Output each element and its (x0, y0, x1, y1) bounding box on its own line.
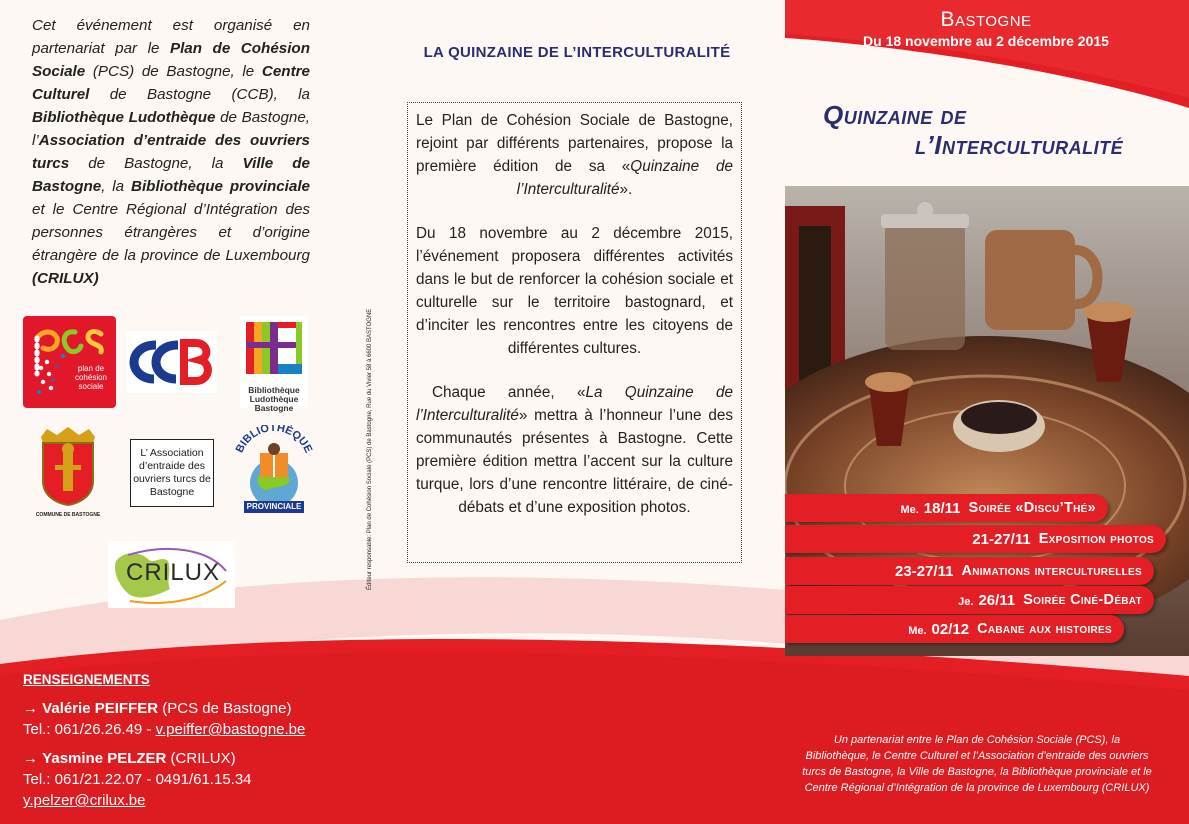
association-entraide-label: L’ Association d’entraide des ouvriers turcs de Bastogne (133, 447, 211, 498)
event-item (785, 586, 1154, 614)
event-dates: Du 18 novembre au 2 décembre 2015 (863, 33, 1109, 49)
bibliotheque-provinciale-logo (230, 425, 318, 518)
main-title-line-2: l’Interculturalité (915, 130, 1124, 160)
event-title: Soirée «Discu’Thé» (968, 500, 1096, 516)
commune-bastogne-logo (33, 425, 103, 517)
crilux-logo (108, 541, 235, 608)
event-title: Cabane aux histoires (977, 621, 1112, 637)
description-paragraph-3: Chaque année, «La Quinzaine de l’Interculturalité» mettra à l’honneur l’une des communautés présentes à Bastogne. Cette première édition mettra l’accent sur la culture turque, lors d’une rencontre littéraire, de ciné-débats et d’une exposition photos. (416, 384, 733, 516)
event-title: Exposition photos (1038, 531, 1154, 547)
bibliotheque-provinciale-top-label: BIBLIOTHÈQUE (233, 425, 315, 455)
event-title: Soirée Ciné-Débat (1023, 592, 1142, 608)
event-date: 23-27/11 (895, 562, 954, 580)
event-date: Me. 02/12 (908, 620, 970, 638)
commune-bastogne-label: COMMUNE DE BASTOGNE (35, 512, 101, 518)
partner-name: Ville de Bastogne (32, 155, 310, 195)
event-day: Me. (908, 624, 927, 637)
contact-2-phone: Tel.: 061/21.22.07 - 0491/61.15.34 (23, 771, 252, 788)
main-title-line-1: Quinzaine de (823, 100, 967, 130)
partnership-footer-note: Un partenariat entre le Plan de Cohésion Sociale (PCS), la Bibliothèque, le Centre Culturel et l’Association d’entraide des ouvriers turcs de Bastogne, la Ville de Bastogne, la Bibliothèque provinciale et le Centre Régional d’Intégration de la province de Luxembourg (CRILUX) (802, 734, 1152, 794)
crilux-label: CRILUX (126, 559, 221, 586)
bibliotheque-provinciale-bottom-label: PROVINCIALE (246, 502, 302, 511)
partner-name: Bibliothèque provinciale (130, 178, 310, 195)
intro-text-segment: de Bastogne, la (69, 155, 243, 172)
contact-info (23, 669, 363, 811)
event-title: Animations interculturelles (961, 563, 1142, 579)
pcs-logo (23, 316, 116, 408)
event-date: 21-27/11 (972, 530, 1031, 548)
intro-text-segment: , la (101, 178, 131, 195)
partner-name: Bibliothèque Ludothèque (32, 109, 216, 126)
intro-text-segment: de Bastogne, l’ (32, 109, 311, 149)
editeur-responsable: Éditeur responsable: Plan de Cohésion Sociale (PCS) de Bastogne, Rue du Vivier 58 à 6600 BASTOGNE (367, 308, 373, 590)
contact-2-email-link[interactable]: y.pelzer@crilux.be (23, 792, 146, 809)
contact-1-phone-email: Tel.: 061/26.26.49 - v.peiffer@bastogne.be (23, 721, 306, 738)
description-paragraph-2: Du 18 novembre au 2 décembre 2015, l’événement proposera différentes activités dans le but de renforcer la cohésion sociale et culturelle sur le territoire bastognard, et d’inciter les rencontres entre les citoyens de différentes cultures. (416, 225, 733, 357)
partner-name: Association d’entraide des ouvriers turcs (32, 132, 310, 172)
event-day: Je. (958, 595, 974, 608)
intro-text-segment: Cet événement est organisé en partenariat par le (32, 17, 310, 57)
event-item (785, 557, 1154, 585)
partner-name: (CRILUX) (32, 270, 99, 287)
contact-heading: RENSEIGNEMENTS (23, 672, 150, 687)
contact-1-name: → Valérie PEIFFER (PCS de Bastogne) (23, 700, 292, 717)
association-entraide-logo (130, 439, 214, 507)
event-item (785, 615, 1124, 643)
event-item (785, 494, 1108, 522)
intro-text-segment: (PCS) de Bastogne, le (85, 63, 262, 80)
arrow-right-icon: → (23, 750, 38, 767)
middle-panel-title: LA QUINZAINE DE L’INTERCULTURALITÉ (423, 44, 731, 61)
arrow-right-icon: → (23, 700, 38, 717)
event-day: Me. (900, 503, 919, 516)
event-item (785, 525, 1166, 553)
location-title: Bastogne (940, 8, 1032, 31)
description-box (407, 102, 742, 563)
description-paragraph-1: Le Plan de Cohésion Sociale de Bastogne, rejoint par différents partenaires, propose la première édition de sa «Quinzaine de l’Interculturalité». (416, 112, 733, 198)
contact-2-name: → Yasmine PELZER (CRILUX) (23, 750, 236, 767)
intro-text-segment: de Bastogne (CCB), la (89, 86, 310, 103)
bibliotheque-ludotheque-logo (240, 316, 308, 413)
partner-name: Plan de Cohésion Sociale (32, 40, 310, 80)
ccb-logo (126, 331, 217, 393)
event-date: Je. 26/11 (958, 591, 1016, 609)
pcs-logo-label: plan de cohésion sociale (74, 364, 108, 391)
intro-text-segment: et le Centre Régional d’Intégration des personnes étrangères et d’origine étrangère de la province de Luxembourg (32, 201, 310, 264)
partnership-intro-text (32, 14, 310, 290)
event-date: Me. 18/11 (900, 499, 961, 517)
partner-name: Centre Culturel (32, 63, 310, 103)
bibliotheque-ludotheque-label: Bibliothèque Ludothèque Bastogne (248, 385, 300, 413)
contact-1-email-link[interactable]: v.peiffer@bastogne.be (155, 721, 306, 738)
